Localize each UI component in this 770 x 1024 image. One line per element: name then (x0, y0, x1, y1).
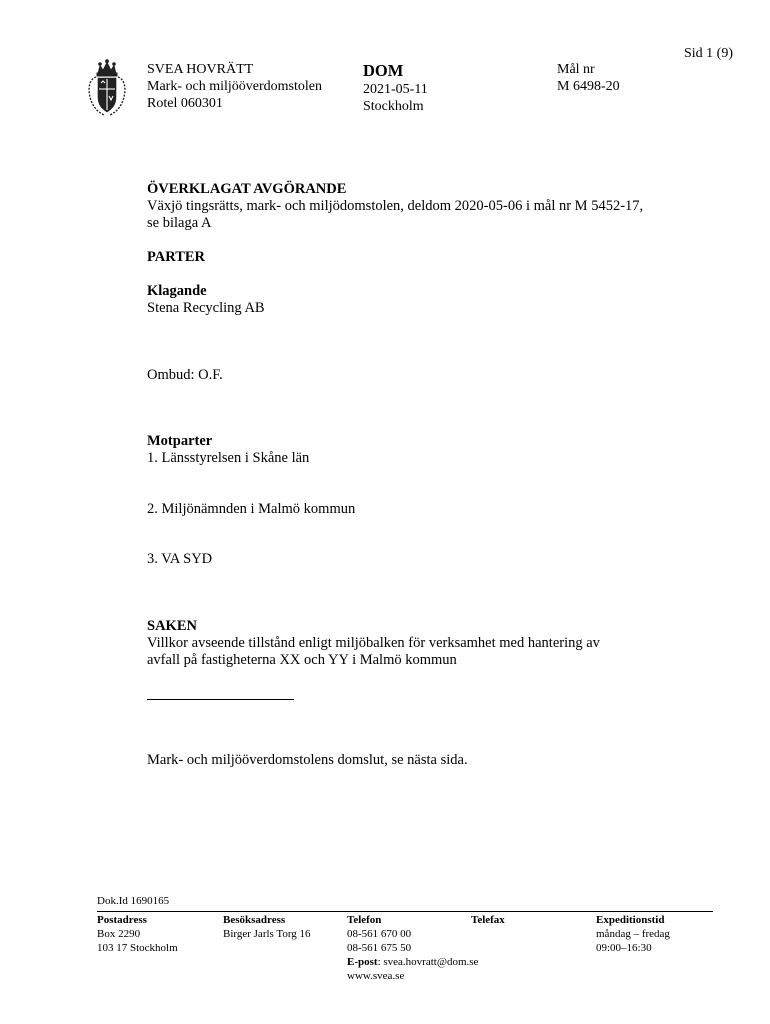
phone-line-1: 08-561 670 00 (347, 928, 412, 940)
matter-line-1: Villkor avseende tillstånd enligt miljöbalken för verksamhet med hantering av (147, 635, 600, 651)
hours-line-1: måndag – fredag (596, 928, 670, 940)
parties-heading: PARTER (147, 249, 206, 265)
counterparties-heading: Motparter (147, 433, 213, 449)
footer-visit (223, 913, 311, 941)
footer-divider (97, 911, 713, 912)
visit-heading: Besöksadress (223, 914, 286, 926)
case-number-block (557, 61, 620, 95)
court-header (147, 61, 322, 112)
counterparty-3: 3. VA SYD (147, 551, 213, 567)
rotel: Rotel 060301 (147, 96, 223, 111)
separator-line (147, 699, 294, 700)
fax-heading: Telefax (471, 914, 505, 926)
matter-section (147, 618, 707, 669)
case-label: Mål nr (557, 62, 595, 77)
postal-line-2: 103 17 Stockholm (97, 942, 178, 954)
counterparty-2: 2. Miljönämnden i Malmö kommun (147, 501, 356, 517)
footer-fax (471, 913, 505, 927)
appealed-heading: ÖVERKLAGAT AVGÖRANDE (147, 181, 347, 197)
visit-line-1: Birger Jarls Torg 16 (223, 928, 311, 940)
page-number: Sid 1 (9) (684, 46, 733, 61)
court-name: SVEA HOVRÄTT (147, 62, 254, 77)
footer-postal (97, 913, 178, 955)
hours-line-2: 09:00–16:30 (596, 942, 652, 954)
postal-heading: Postadress (97, 914, 147, 926)
footer-phone (347, 913, 478, 983)
document-type-block (363, 61, 428, 115)
website-link[interactable]: www.svea.se (347, 970, 405, 982)
email-label: E-post (347, 956, 378, 968)
appealed-section (147, 181, 707, 232)
email-line (347, 955, 478, 969)
footer-hours (596, 913, 670, 955)
document-date: 2021-05-11 (363, 82, 428, 97)
phone-line-2: 08-561 675 50 (347, 942, 412, 954)
postal-line-1: Box 2290 (97, 928, 141, 940)
appealed-line-1: Växjö tingsrätts, mark- och miljödomstolen, deldom 2020-05-06 i mål nr M 5452-17, (147, 198, 644, 214)
phone-heading: Telefon (347, 914, 382, 926)
hours-heading: Expeditionstid (596, 914, 665, 926)
appealed-line-2: se bilaga A (147, 215, 212, 231)
counterparties-section (147, 433, 707, 467)
document-id: Dok.Id 1690165 (97, 895, 170, 907)
document-type: DOM (363, 61, 404, 80)
counterparty-1: 1. Länsstyrelsen i Skåne län (147, 450, 310, 466)
matter-heading: SAKEN (147, 618, 197, 634)
document-city: Stockholm (363, 99, 424, 114)
court-division: Mark- och miljööverdomstolen (147, 79, 322, 94)
appellant-heading: Klagande (147, 283, 207, 299)
appellant-section (147, 283, 707, 317)
counsel: Ombud: O.F. (147, 367, 223, 383)
appellant-name: Stena Recycling AB (147, 300, 265, 316)
closing-text: Mark- och miljööverdomstolens domslut, se nästa sida. (147, 752, 468, 768)
case-number: M 6498-20 (557, 79, 620, 94)
email-link[interactable]: : svea.hovratt@dom.se (377, 956, 479, 968)
matter-line-2: avfall på fastigheterna XX och YY i Malmö kommun (147, 652, 457, 668)
court-crest-icon (86, 59, 128, 119)
